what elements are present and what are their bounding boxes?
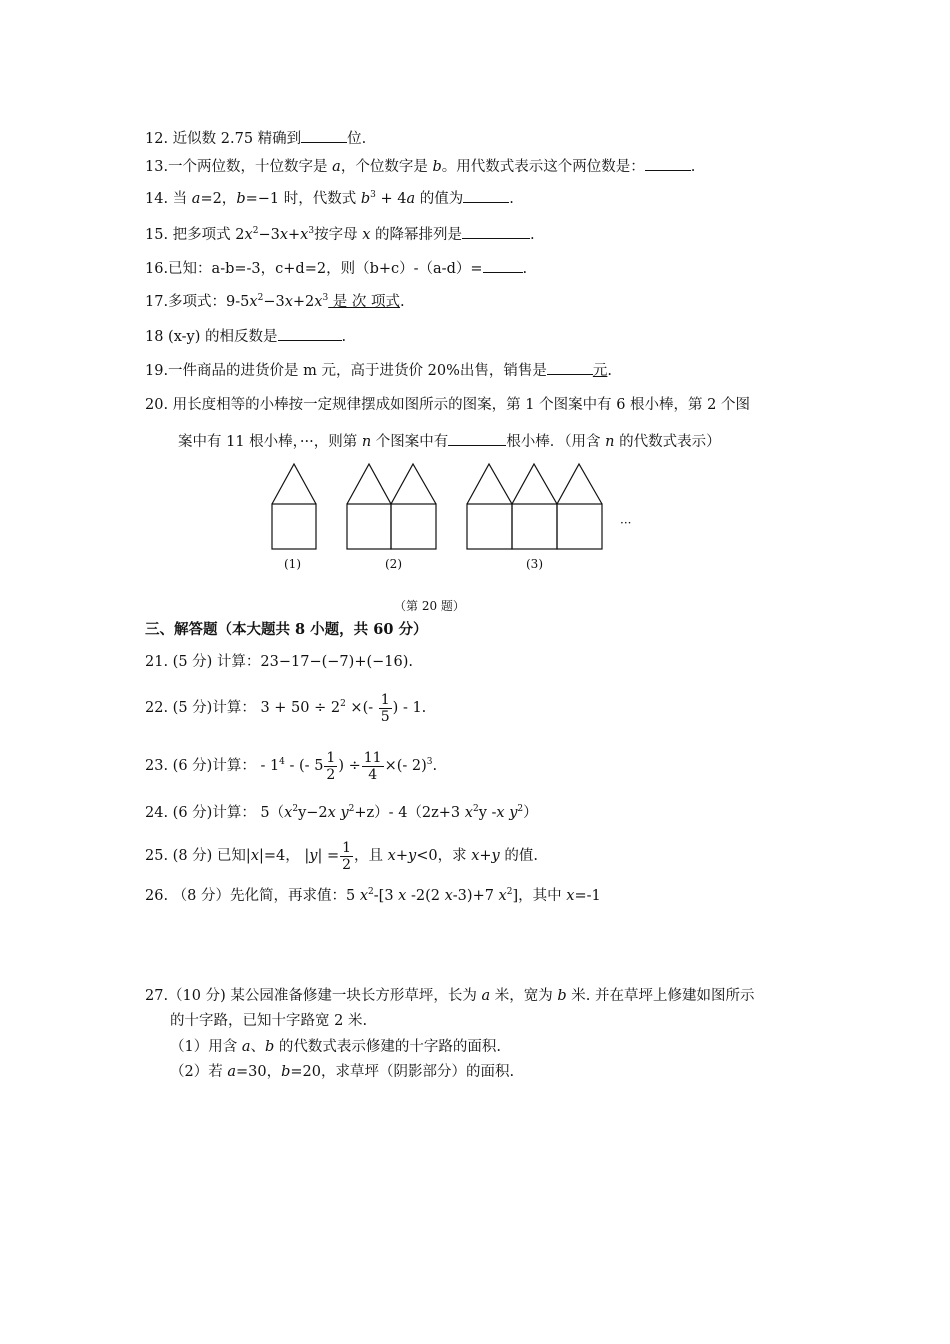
question-16: 16.已知：a-b=-3，c+d=2，则（b+c）-（a-d）= . — [145, 258, 527, 279]
answer-blank[interactable] — [463, 188, 509, 203]
question-27-part1: （1）用含 a、b 的代数式表示修建的十字路的面积. — [170, 1039, 502, 1055]
question-19: 19.一件商品的进货价是 m 元，高于进货价 20%出售，销售是 元. — [145, 360, 612, 381]
fraction: $\frac{1}{5}$ — [380, 691, 390, 725]
question-12: 12. 近似数 2.75 精确到 位. — [145, 128, 366, 149]
question-14: 14. 当 a=2，b=−1 时，代数式 $b^3 + 4a$ 的值为 . — [145, 190, 514, 207]
figure-label-1: (1) — [284, 557, 301, 571]
question-24: 24. (6 分)计算： $5(x^2y-2x$ $y^2+z)-$ 4（2z+3 $x^2y$ -x $y^2$） — [145, 804, 538, 821]
question-21: 21. (5 分) 计算：23−17−(−7)+(−16). — [145, 654, 413, 670]
figure-caption: （第 20 题） — [394, 599, 465, 613]
pattern-3 — [467, 464, 602, 549]
answer-blank[interactable] — [301, 128, 347, 143]
answer-blank[interactable] — [462, 224, 530, 239]
fraction: $\frac{1}{2}$ — [326, 749, 336, 783]
section-heading: 三、解答题（本大题共 8 小题，共 60 分） — [145, 621, 428, 638]
pattern-2 — [347, 464, 436, 549]
figure-label-2: (2) — [385, 557, 402, 571]
answer-blank[interactable] — [448, 431, 506, 446]
stick-pattern-figure — [262, 460, 662, 560]
question-15: 15. 把多项式 $2x^2-3x+x^3$按字母 x 的降幂排列是 . — [145, 226, 535, 243]
question-23: 23. (6 分)计算： - $1^4$ - (- 5 $\frac{1}{2}$ ) ÷ $\frac{11}{4}$ ×(- 2)$^3$. — [145, 749, 438, 783]
fraction: $\frac{11}{4}$ — [363, 749, 382, 783]
answer-blank[interactable]: 是 次 项式 — [328, 294, 401, 310]
question-20-line1: 20. 用长度相等的小棒按一定规律摆成如图所示的图案，第 1 个图案中有 6 根小棒，第 2 个图 — [145, 397, 750, 413]
fraction: $\frac{1}{2}$ — [342, 839, 352, 873]
question-27-line2: 的十字路，已知十字路宽 2 米. — [170, 1013, 368, 1029]
continuation-dots: ··· — [620, 516, 632, 530]
question-25: 25. (8 分) 已知|x|=4， |y| = $\frac{1}{2}$ ，且 x+y<0，求 x+y 的值. — [145, 839, 538, 873]
question-27-part2: （2）若 a=30，b=20，求草坪（阴影部分）的面积. — [170, 1064, 515, 1080]
answer-blank[interactable] — [483, 258, 523, 273]
answer-blank[interactable] — [645, 156, 691, 171]
question-26: 26. （8 分）先化简，再求值：5 $x^2-[3$ x -2(2 x-3)+7 $x^2$]，其中 x=-1 — [145, 887, 601, 904]
question-17: 17.多项式：$9-5x^2-3x+2x^3$ 是 次 项式. — [145, 293, 405, 310]
answer-blank[interactable] — [278, 326, 342, 341]
answer-blank[interactable] — [547, 360, 593, 375]
question-22: 22. (5 分)计算： $3 + 50 \div 2^2$ ×(- $\frac{1}{5}$ ) - 1. — [145, 691, 427, 725]
pattern-1 — [272, 464, 316, 549]
question-20-line2: 案中有 11 根小棒，···，则第 n 个图案中有 根小棒．（用含 n 的代数式表示） — [178, 431, 721, 452]
question-27-line1: 27.（10 分) 某公园准备修建一块长方形草坪，长为 a 米，宽为 b 米. 并在草坪上修建如图所示 — [145, 988, 755, 1004]
question-18: 18 (x-y) 的相反数是 . — [145, 326, 346, 347]
question-13: 13.一个两位数，十位数字是 a，个位数字是 b。用代数式表示这个两位数是： . — [145, 156, 695, 177]
figure-label-3: (3) — [526, 557, 543, 571]
